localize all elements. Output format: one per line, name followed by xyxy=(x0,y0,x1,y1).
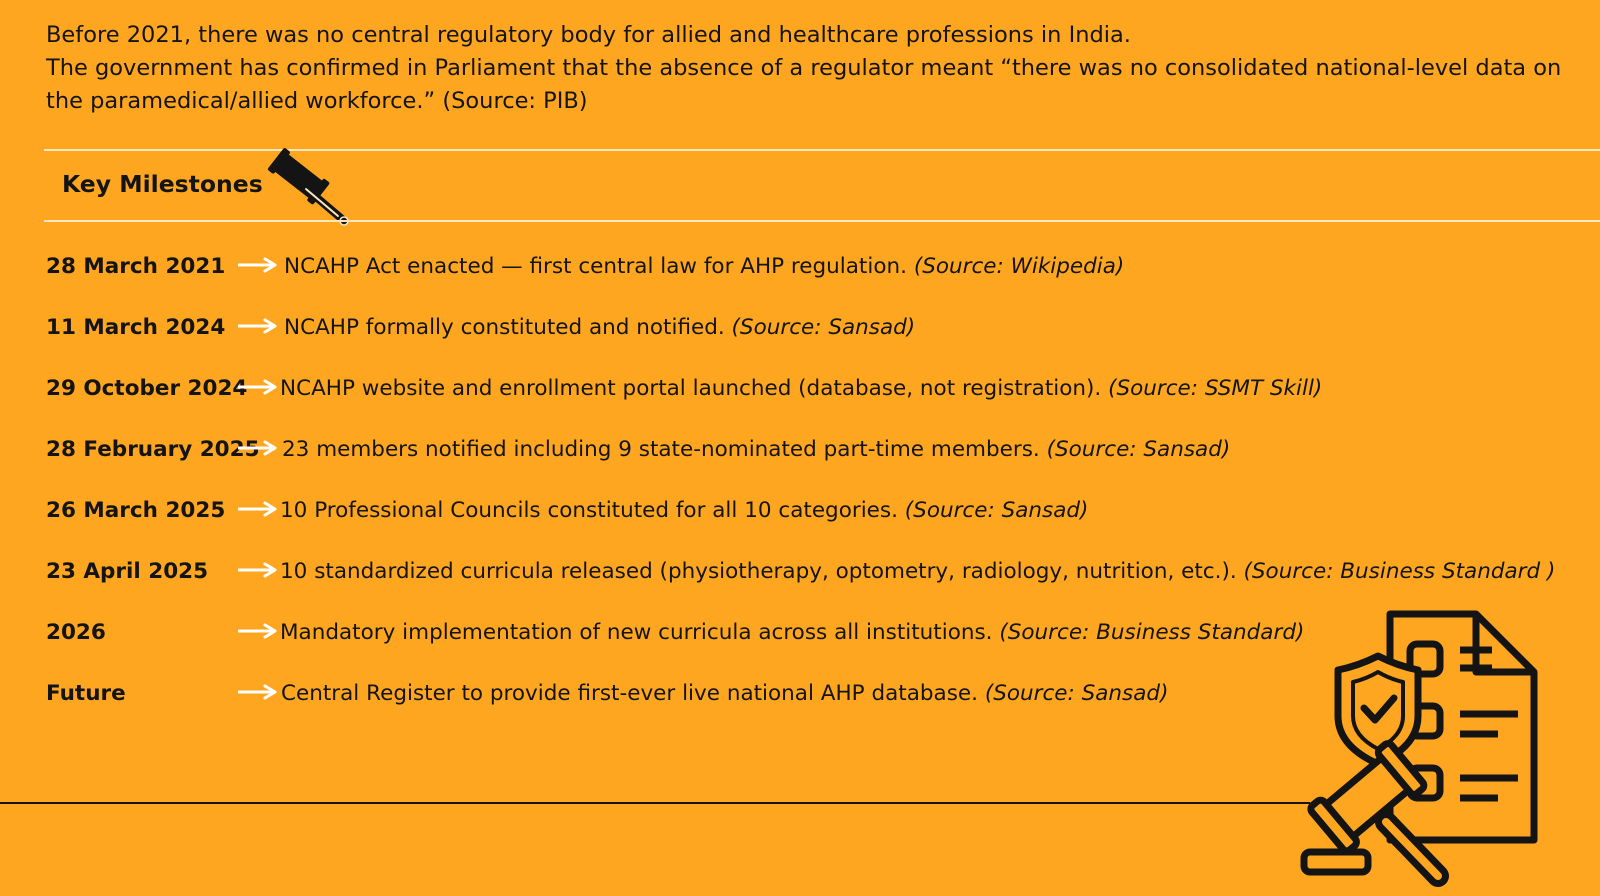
milestone-date: 28 February 2025 xyxy=(46,437,260,462)
milestone-text: NCAHP website and enrollment portal launched (database, not registration). xyxy=(280,376,1102,401)
milestone-date: 26 March 2025 xyxy=(46,498,226,523)
milestone-source: (Source: Sansad) xyxy=(984,681,1169,706)
milestone-source: (Source: Sansad) xyxy=(904,498,1089,523)
milestone-description xyxy=(280,557,1555,587)
milestone-description xyxy=(281,679,1168,709)
milestone-text: 10 standardized curricula released (physiotherapy, optometry, radiology, nutrition, etc.). xyxy=(280,559,1237,584)
intro-line-1: Before 2021, there was no central regulatory body for allied and healthcare professions in India. xyxy=(46,22,1131,48)
milestone-source: (Source: Wikipedia) xyxy=(913,254,1125,279)
milestone-description xyxy=(280,374,1322,404)
arrow-icon xyxy=(238,318,278,334)
milestone-source: (Source: Business Standard ) xyxy=(1243,559,1556,584)
milestone-source: (Source: Business Standard) xyxy=(999,620,1305,645)
milestone-date: 11 March 2024 xyxy=(46,315,226,340)
milestone-description xyxy=(282,435,1230,465)
arrow-icon xyxy=(238,257,278,273)
milestone-description xyxy=(280,618,1304,648)
arrow-icon xyxy=(238,684,278,700)
arrow-icon xyxy=(238,562,278,578)
intro-text xyxy=(46,19,1576,118)
milestone-text: NCAHP Act enacted — first central law for AHP regulation. xyxy=(284,254,907,279)
milestone-source: (Source: SSMT Skill) xyxy=(1108,376,1323,401)
milestone-date: Future xyxy=(46,681,126,706)
milestone-date: 29 October 2024 xyxy=(46,376,248,401)
arrow-icon xyxy=(238,379,278,395)
milestone-description xyxy=(284,252,1124,282)
bottom-divider xyxy=(0,802,1310,804)
milestone-date: 23 April 2025 xyxy=(46,559,209,584)
regulation-illustration xyxy=(1296,608,1580,888)
milestone-source: (Source: Sansad) xyxy=(1046,437,1231,462)
milestone-text: NCAHP formally constituted and notified. xyxy=(284,315,725,340)
milestone-date: 2026 xyxy=(46,620,106,645)
arrow-icon xyxy=(238,440,278,456)
milestone-text: Mandatory implementation of new curricula across all institutions. xyxy=(280,620,993,645)
gavel-icon xyxy=(266,145,352,229)
milestone-description xyxy=(280,496,1088,526)
milestone-date: 28 March 2021 xyxy=(46,254,226,279)
arrow-icon xyxy=(238,501,278,517)
milestone-text: 10 Professional Councils constituted for all 10 categories. xyxy=(280,498,898,523)
intro-line-2: The government has confirmed in Parliament that the absence of a regulator meant “there was no consolidated national-level data on the paramedical/allied workforce.” (Source: PIB) xyxy=(46,55,1562,114)
milestone-source: (Source: Sansad) xyxy=(731,315,916,340)
milestone-text: 23 members notified including 9 state-nominated part-time members. xyxy=(282,437,1040,462)
milestone-description xyxy=(284,313,915,343)
heading-divider xyxy=(44,220,1600,222)
arrow-icon xyxy=(238,623,278,639)
section-heading: Key Milestones xyxy=(62,170,263,198)
milestone-text: Central Register to provide first-ever live national AHP database. xyxy=(281,681,978,706)
